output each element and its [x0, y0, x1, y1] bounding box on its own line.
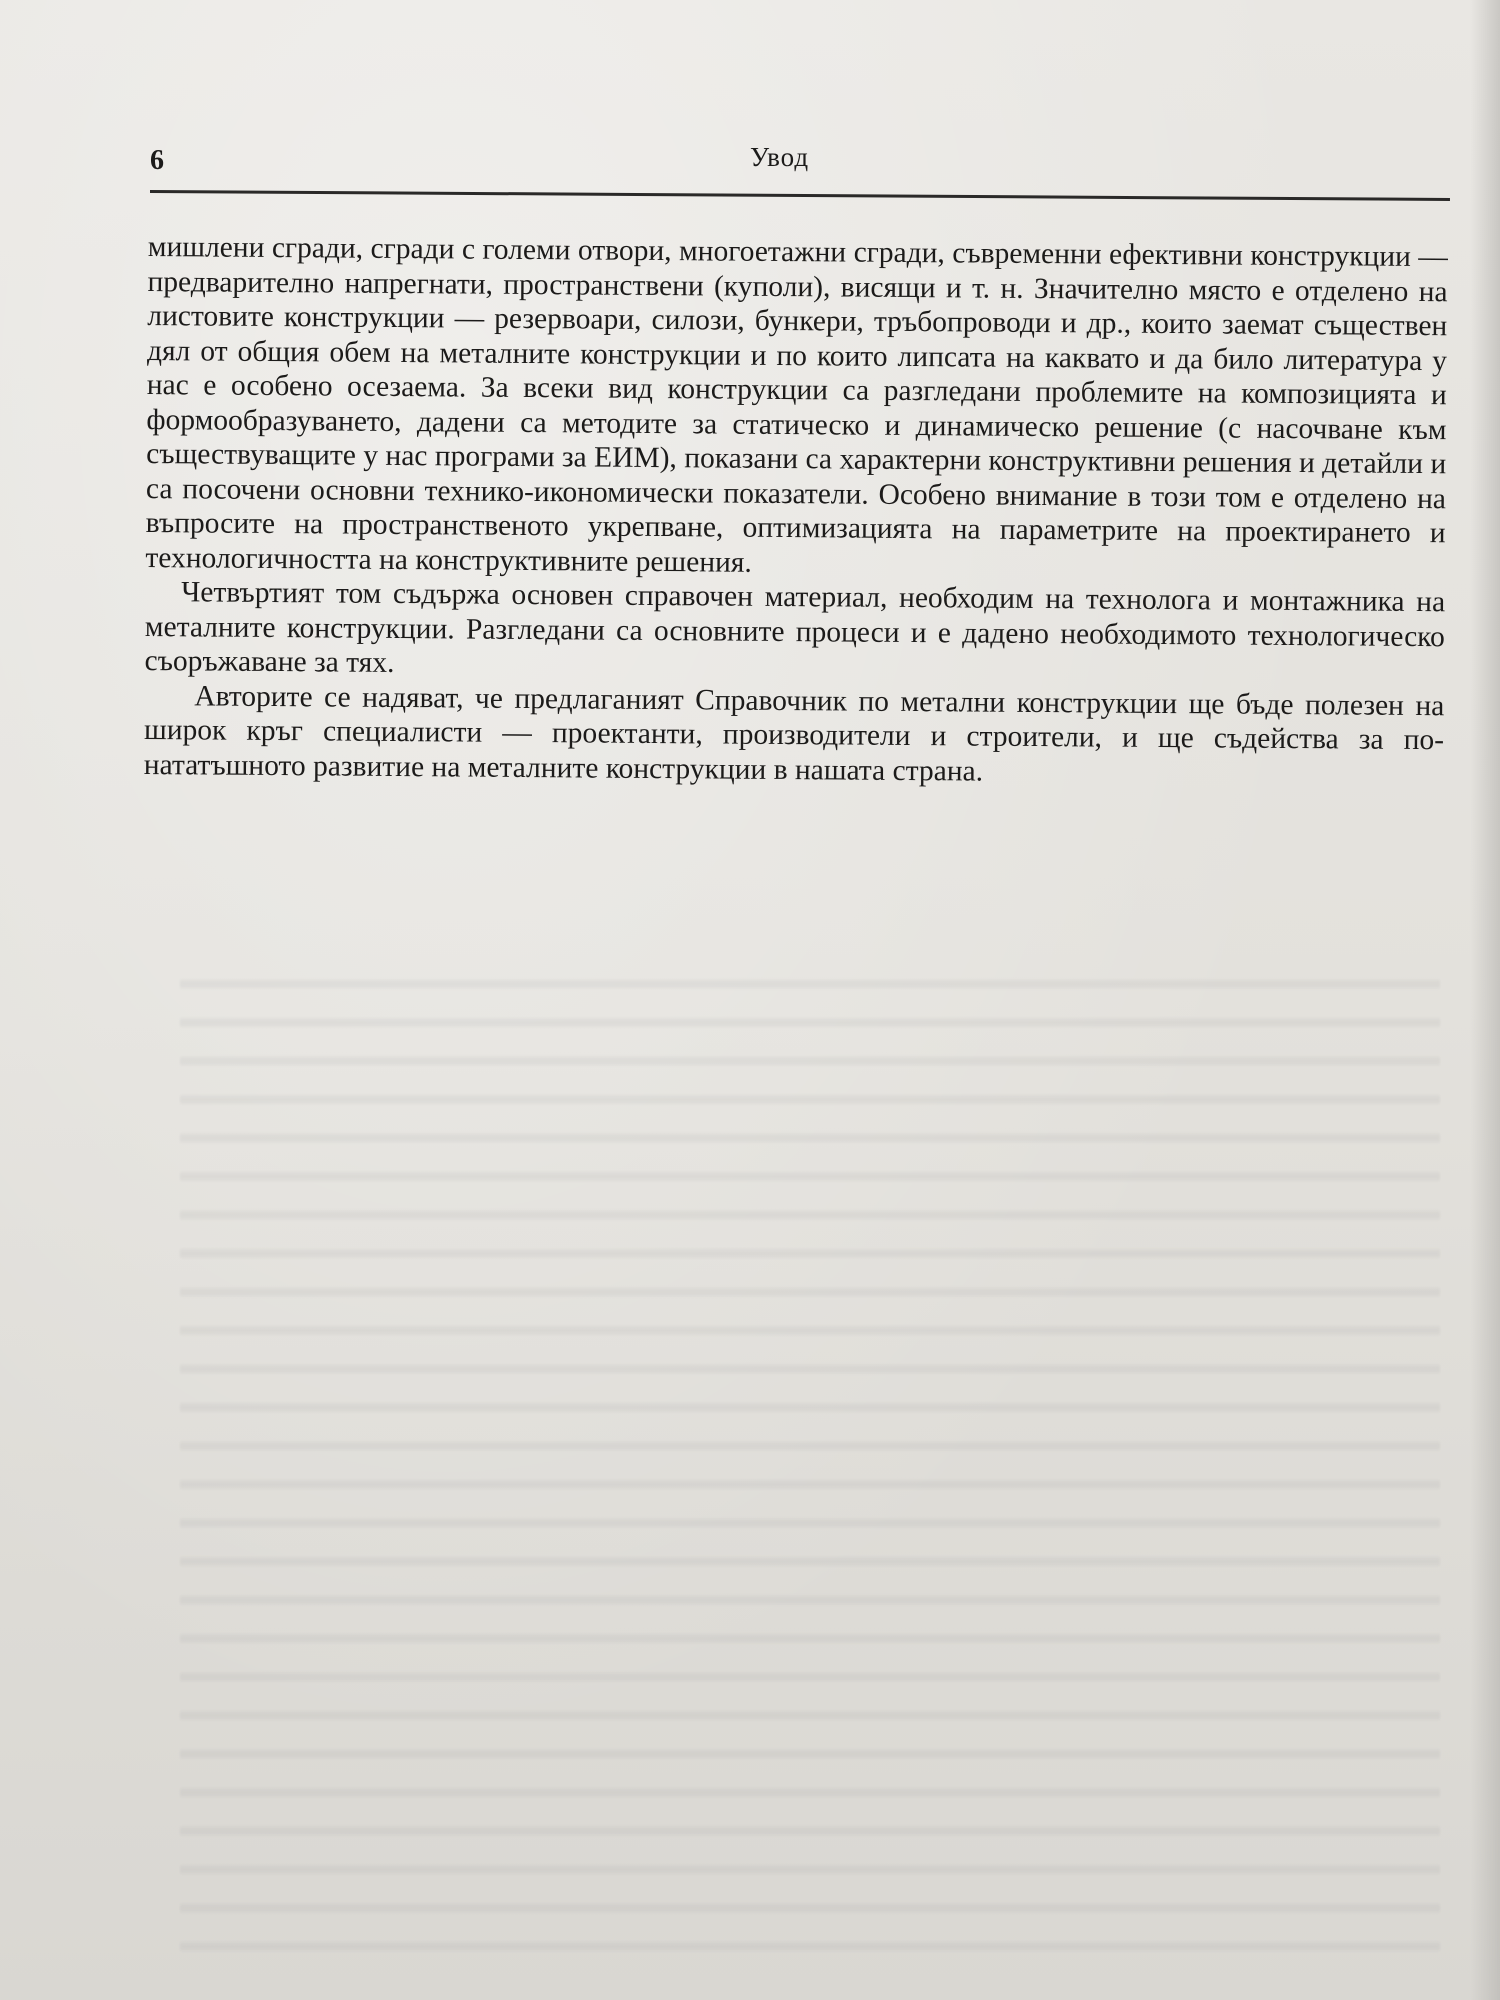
header-rule	[150, 190, 1450, 201]
page-edge-shadow	[1470, 0, 1500, 2000]
running-title: Увод	[750, 142, 810, 172]
page-number: 6	[150, 145, 164, 176]
paragraph-2: Четвъртият том съдържа основен справочен материал, необходим на технолога и монтажника на металните конструкции. Разгледани са основните процеси и е дадено необходимото технологическо съоръжаване за тях.	[144, 576, 1446, 679]
show-through-text	[180, 960, 1440, 1980]
body-text	[144, 230, 1448, 792]
running-header	[150, 140, 1450, 180]
paragraph-3: Авторите се надяват, че предлаганият Справочник по метални конструкции ще бъде полезен на широк кръг специалисти — проектанти, производители и строители, и ще съдейства за по-нататъшното развитие на металните конструкции в нашата страна.	[143, 679, 1445, 788]
paragraph-1: мишлени сгради, сгради с големи отвори, многоетажни сгради, съвременни ефективни конструкции — предварително напрегнати, пространствени (куполи), висящи и т. н. Значително място е отделено на листовите конструкции — резервоари, силози, бункери, тръбопроводи и др., които заемат съществен дял от общия обем на металните конструкции и по които липсата на каквато и да било литература у нас е особено осезаема. За всеки вид конструкции са разгледани проблемите на композицията и формообразуването, дадени са методите за статическо и динамическо решение (с насочване към съществуващите у нас програми за ЕИМ), показани са характерни конструктивни решения и детайли и са посочени основни технико-икономически показатели. Особено внимание в този том е отделено на въпросите на пространственото укрепване, оптимизацията на параметрите на проектирането и технологичността на конструктивните решения.	[145, 230, 1448, 579]
